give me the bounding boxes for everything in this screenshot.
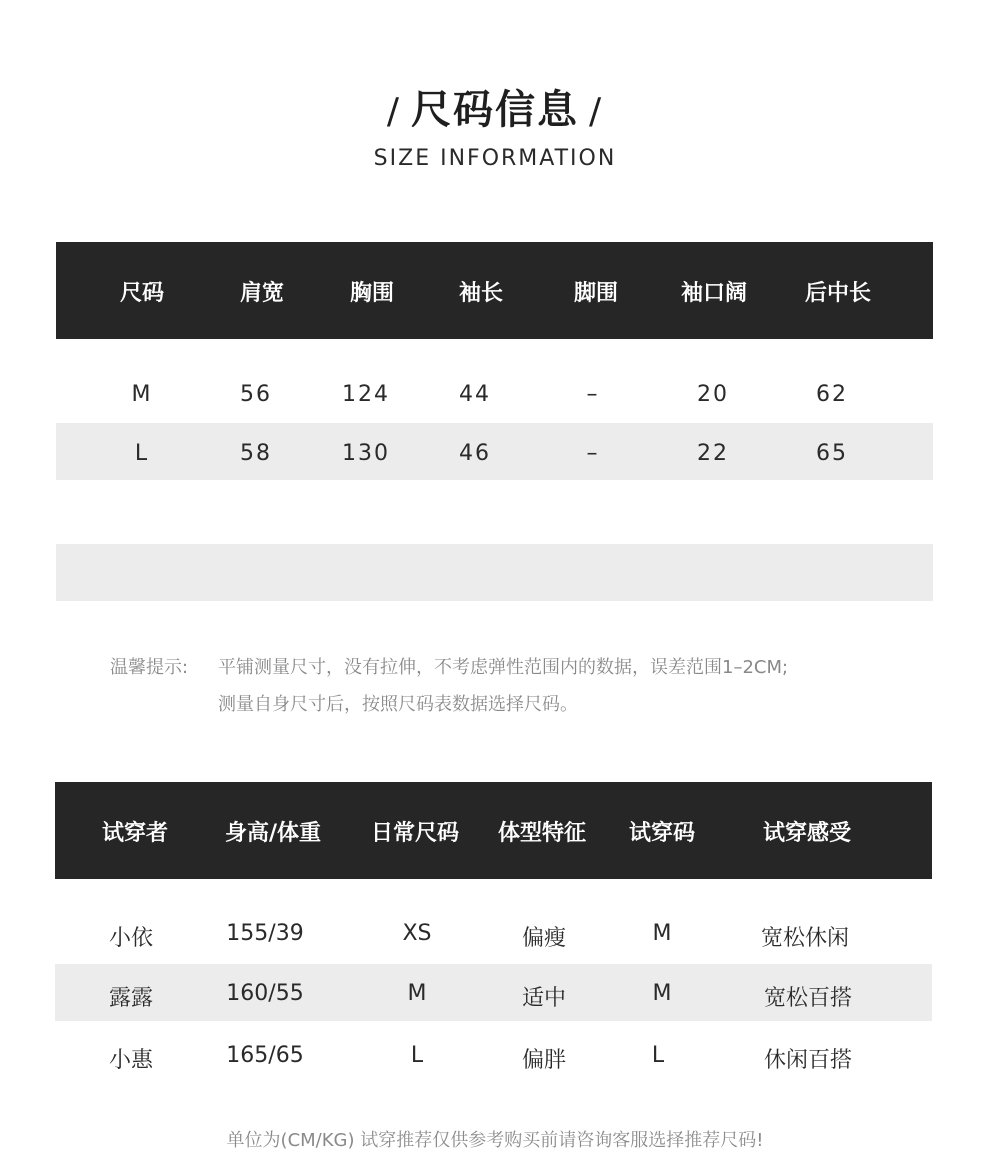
table-row xyxy=(56,423,933,480)
size-cell: 44 xyxy=(459,382,491,407)
size-cell: 22 xyxy=(697,441,729,466)
model-header-height-weight: 身高/体重 xyxy=(224,821,322,846)
model-cell: 宽松百搭 xyxy=(763,986,852,1011)
page-subtitle: SIZE INFORMATION xyxy=(373,146,617,171)
model-table-header xyxy=(55,782,932,879)
size-cell: 58 xyxy=(240,441,272,466)
size-cell: – xyxy=(586,441,600,466)
size-cell: 124 xyxy=(342,382,390,407)
model-cell: 小依 xyxy=(108,926,153,951)
model-header-tester: 试穿者 xyxy=(101,821,168,846)
model-cell: 休闲百搭 xyxy=(763,1048,852,1073)
title-slash-right: / xyxy=(589,91,604,132)
size-cell: L xyxy=(134,441,150,466)
size-cell: 20 xyxy=(697,382,729,407)
size-cell: 65 xyxy=(816,441,848,466)
table-row xyxy=(55,964,932,1021)
model-header-body-type: 体型特征 xyxy=(497,821,586,846)
size-header-hem: 脚围 xyxy=(573,281,618,306)
model-cell: 偏瘦 xyxy=(521,926,566,951)
size-header-size: 尺码 xyxy=(119,281,164,306)
model-cell: M xyxy=(652,981,672,1006)
model-cell: 适中 xyxy=(521,986,566,1011)
model-cell: L xyxy=(651,1043,665,1068)
size-cell: 130 xyxy=(342,441,390,466)
table-row xyxy=(55,904,932,964)
page-title xyxy=(0,78,990,135)
model-cell: 160/55 xyxy=(226,981,304,1006)
model-cell: M xyxy=(407,981,427,1006)
size-header-sleeve: 袖长 xyxy=(458,281,503,306)
model-cell: 偏胖 xyxy=(521,1048,566,1073)
size-header-chest: 胸围 xyxy=(349,281,394,306)
note-label: 温馨提示: xyxy=(110,657,189,678)
size-header-cuff: 袖口阔 xyxy=(680,281,747,306)
model-cell: 165/65 xyxy=(226,1043,304,1068)
model-cell: L xyxy=(410,1043,424,1068)
table-row xyxy=(56,366,933,423)
model-header-feeling: 试穿感受 xyxy=(762,821,851,846)
size-cell: M xyxy=(131,382,153,407)
size-table-header xyxy=(56,242,933,339)
model-header-try-size: 试穿码 xyxy=(628,821,695,846)
model-cell: M xyxy=(652,921,672,946)
model-header-usual-size: 日常尺码 xyxy=(370,821,459,846)
note-line-1: 平铺测量尺寸，没有拉伸，不考虑弹性范围内的数据，误差范围1–2CM; xyxy=(218,657,789,678)
model-cell: 宽松休闲 xyxy=(760,926,849,951)
title-text: 尺码信息 xyxy=(411,87,579,133)
empty-table-row xyxy=(56,544,933,601)
note-line-2: 测量自身尺寸后，按照尺码表数据选择尺码。 xyxy=(218,694,578,715)
size-cell: 46 xyxy=(459,441,491,466)
table-row xyxy=(55,1021,932,1081)
size-header-shoulder: 肩宽 xyxy=(239,281,284,306)
size-cell: 62 xyxy=(816,382,848,407)
model-cell: 155/39 xyxy=(226,921,304,946)
footer-note: 单位为(CM/KG) 试穿推荐仅供参考购买前请咨询客服选择推荐尺码! xyxy=(226,1130,764,1151)
model-cell: 小惠 xyxy=(108,1048,153,1073)
model-cell: 露露 xyxy=(108,986,153,1011)
size-header-length: 后中长 xyxy=(804,281,871,306)
size-cell: – xyxy=(586,382,600,407)
model-cell: XS xyxy=(402,921,432,946)
title-slash-left: / xyxy=(386,91,401,132)
size-cell: 56 xyxy=(240,382,272,407)
